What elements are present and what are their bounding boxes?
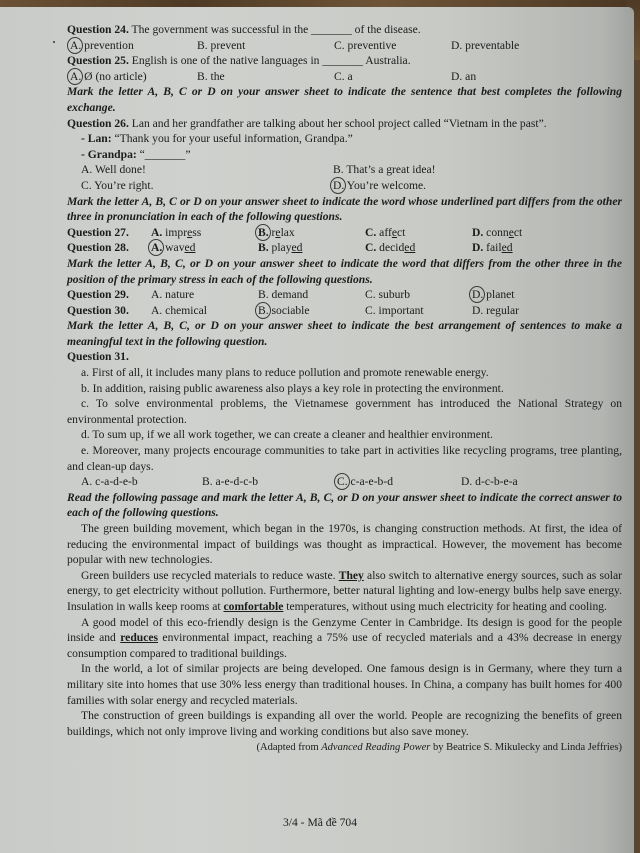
option-a[interactable]: A. prevention [70,38,197,54]
question-30 [67,303,622,319]
option-b[interactable]: B. prevent [197,38,246,52]
question-stem: The government was successful in the _______ of the disease. [128,23,421,36]
option-b[interactable]: B. relax [258,225,365,241]
option-a[interactable]: A. nature [151,288,195,302]
instruction-arrangement: Mark the letter A, B, C, or D on your answer sheet to indicate the best arrangement of sentences to make a meaningful text in the following question. [67,319,622,348]
option-c[interactable]: C. decided [365,241,416,255]
question-26 [67,116,622,132]
option-a[interactable]: A. Ø (no article) [70,69,197,85]
question-label: Question 31. [67,350,129,364]
question-stem: English is one of the native languages in _______ Australia. [128,54,411,68]
question-label: Question 30. [67,303,129,317]
instruction-reading: Read the following passage and mark the letter A, B, C, or D on your answer sheet to indicate the correct answer to each of the following questions. [67,490,622,520]
option-d[interactable]: D. preventable [451,38,520,52]
option-d[interactable]: D. an [451,69,477,83]
question-29 [67,287,622,303]
question-stem: Lan and her grandfather are talking about her school project called “Vietnam in the past”. [128,116,547,130]
instruction-pronunciation: Mark the letter A, B, C or D on your answer sheet to indicate the word whose underlined part differs from the other three in pronunciation in each of the following questions. [67,194,622,224]
option-d[interactable]: D. planet [472,288,515,302]
option-d[interactable]: D. regular [472,303,519,317]
option-a[interactable]: A. waved [151,240,258,256]
option-b[interactable]: B. sociable [258,303,365,319]
underlined-word-they: They [338,568,364,582]
option-b[interactable]: B. That’s a great idea! [333,163,436,177]
dialogue-text: “_______” [136,147,191,161]
sentence-e: e. Moreover, many projects encourage communities to take part in activities like recycling programs, tree planting, and clean-up days. [67,444,622,473]
question-24 [67,22,622,38]
question-label: Question 29. [67,288,129,302]
question-28 [67,240,622,256]
passage-paragraph-4: In the world, a lot of similar projects are being developed. One famous design is in Germany, where they turn a military site into homes that use 30% less energy than traditional houses. In China, a company has built homes for 400 families with solar energy and recycled materials. [67,662,622,707]
page-footer: 3/4 - Mã đề 704 [282,816,358,829]
question-25-options [67,69,622,85]
passage-paragraph-3: A good model of this eco-friendly design is the Genzyme Center in Cambridge. Its design is good for the people inside and reduces environmental impact, reaching a 75% use of recycled materials and a 43% decrease in energy consumption compared to traditional buildings. [67,615,622,660]
question-26-options-row1 [67,162,622,178]
passage-paragraph-5: The construction of green buildings is expanding all over the world. People are recognizing the benefits of green buildings, which not only improve living and working conditions but also save money. [67,709,622,738]
question-label: Question 24. [67,23,129,36]
passage-paragraph-1: The green building movement, which began in the 1970s, is changing construction methods. At first, the idea of reducing the environmental impact of buildings was thought as impractical. However, the movement has become popular with new technologies. [67,522,622,567]
option-d[interactable]: D. d-c-b-e-a [461,475,518,489]
passage-paragraph-2: Green builders use recycled materials to reduce waste. They also switch to alternative energy sources, such as solar energy, to get electricity without pollution. Furthermore, better natural lighting and low-energy bulbs help save energy. Insulation in walls keep rooms at comfortable temperatures, without using much electricity for heating and cooling. [67,568,623,613]
question-27 [67,225,622,241]
question-31-options [67,474,622,490]
option-d[interactable]: D. connect [472,225,523,239]
speaker: - Lan: [81,132,112,146]
instruction-stress: Mark the letter A, B, C, or D on your answer sheet to indicate the word that differs from the other three in the position of the primary stress in each of the following questions. [67,256,622,286]
question-26-options-row2 [67,178,622,194]
option-a[interactable]: A. Well done! [81,163,146,177]
question-31 [67,349,622,365]
question-24-options [67,38,622,54]
dialogue-line-lan [67,131,622,147]
option-b[interactable]: B. played [258,241,303,255]
option-d[interactable]: D. You’re welcome. [333,178,427,192]
underlined-word-comfortable: comfortable [223,599,284,613]
option-d[interactable]: D. failed [472,241,513,255]
option-a[interactable]: A. impress [151,225,202,239]
exam-content [67,22,622,756]
option-b[interactable]: B. demand [258,288,309,302]
option-b[interactable]: B. a-e-d-c-b [202,475,259,489]
sentence-b: b. In addition, raising public awareness also plays a key role in protecting the environment. [81,381,504,395]
dialogue-line-grandpa [67,147,622,163]
sentence-d: d. To sum up, if we all work together, we can create a cleaner and healthier environment. [81,428,493,442]
option-c[interactable]: C. suburb [365,288,411,302]
option-b[interactable]: B. the [197,69,225,83]
question-label: Question 28. [67,241,129,255]
option-c[interactable]: C. affect [365,225,406,239]
option-c[interactable]: C. important [365,303,424,317]
option-a[interactable]: A. chemical [151,303,208,317]
question-label: Question 25. [67,54,129,68]
instruction-exchange: Mark the letter A, B, C or D on your answer sheet to indicate the sentence that best completes the following exchange. [67,85,622,114]
option-c[interactable]: C. c-a-e-b-d [337,474,461,490]
sentence-a: a. First of all, it includes many plans to reduce pollution and promote renewable energy. [81,366,489,380]
ink-dot [53,41,55,43]
option-c[interactable]: C. preventive [334,38,397,52]
option-c[interactable]: C. a [334,69,353,83]
speaker: - Grandpa: [81,147,137,161]
dialogue-text: “Thank you for your useful information, Grandpa.” [111,132,353,146]
question-label: Question 27. [67,225,129,239]
option-a[interactable]: A. c-a-d-e-b [81,475,138,489]
underlined-word-reduces: reduces [120,631,159,645]
question-label: Question 26. [67,116,129,130]
sentence-c: c. To solve environmental problems, the Vietnamese government has introduced the National Strategy on environmental protection. [67,397,622,426]
passage-source: (Adapted from Advanced Reading Power by Beatrice S. Mikulecky and Linda Jeffries) [256,742,622,754]
option-c[interactable]: C. You’re right. [81,178,154,192]
question-25 [67,53,622,69]
